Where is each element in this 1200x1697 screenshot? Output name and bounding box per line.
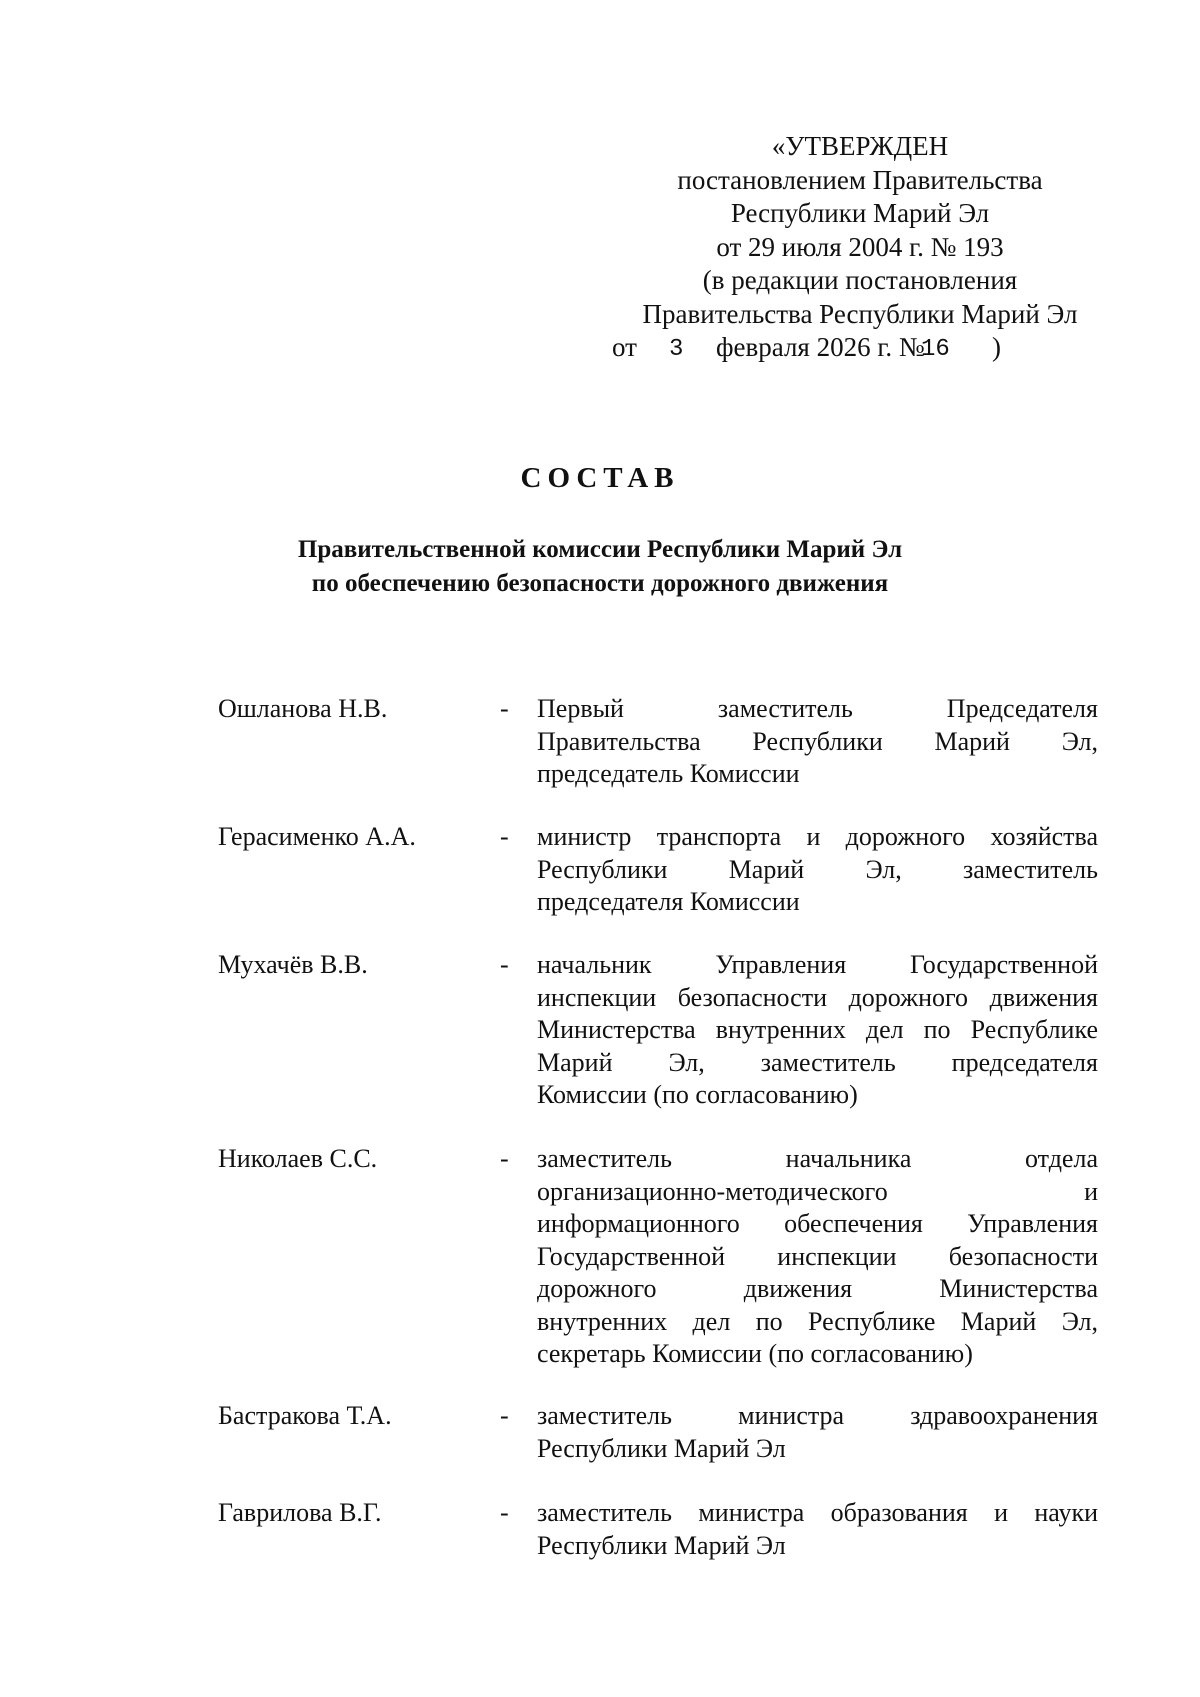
approval-line: постановлением Правительства — [677, 164, 1043, 195]
approval-line: Республики Марий Эл — [730, 198, 990, 228]
member-position — [537, 949, 1098, 1112]
position-line: заместитель министра образования и науки — [537, 1498, 1098, 1527]
position-line: Комиссии (по согласованию) — [537, 1080, 858, 1109]
approval-date-line — [612, 331, 1100, 365]
member-dash: - — [500, 1144, 509, 1173]
position-line: секретарь Комиссии (по согласованию) — [537, 1339, 973, 1368]
date-close: ) — [992, 332, 1001, 362]
member-dash: - — [500, 950, 509, 979]
member-dash: - — [500, 694, 509, 723]
position-line: Правительства Республики Марий Эл, — [537, 726, 1098, 756]
member-name: Гаврилова В.Г. — [218, 1498, 382, 1527]
subtitle-line: по обеспечению безопасности дорожного движения — [311, 570, 889, 597]
approval-heading: «УТВЕРЖДЕН — [771, 131, 949, 161]
position-line: внутренних дел по Республике Марий Эл, — [537, 1306, 1098, 1336]
approval-line: Правительства Республики Марий Эл — [642, 298, 1078, 329]
member-position — [537, 1143, 1098, 1371]
position-line: Первый заместитель Председателя — [537, 694, 1098, 723]
position-line: начальник Управления Государственной — [537, 950, 1098, 979]
member-dash: - — [500, 1401, 509, 1430]
approval-line: (в редакции постановления — [702, 265, 1018, 295]
position-line: Республики Марий Эл — [537, 1530, 786, 1560]
member-dash: - — [500, 1498, 509, 1527]
position-line: Республики Марий Эл — [537, 1433, 786, 1463]
approval-stamp — [612, 130, 1100, 365]
document-subtitle — [0, 533, 1200, 601]
member-name: Герасименко А.А. — [218, 822, 416, 851]
member-position — [537, 1497, 1098, 1562]
approval-line: от 29 июля 2004 г. № 193 — [716, 231, 1004, 262]
member-position — [537, 1400, 1098, 1465]
position-line: Министерства внутренних дел по Республике — [537, 1015, 1098, 1044]
subtitle-line: Правительственной комиссии Республики Марий Эл — [297, 536, 903, 563]
member-name: Мухачёв В.В. — [218, 950, 368, 979]
position-line: дорожного движения Министерства — [537, 1274, 1098, 1303]
position-line: Марий Эл, заместитель председателя — [537, 1047, 1098, 1077]
member-position — [537, 693, 1098, 791]
position-line: председателя Комиссии — [537, 887, 800, 916]
document-title: СОСТАВ — [520, 462, 680, 494]
position-line: министр транспорта и дорожного хозяйства — [537, 822, 1098, 851]
position-line: Республики Марий Эл, заместитель — [537, 854, 1098, 884]
member-position — [537, 821, 1098, 919]
date-prefix: от — [612, 332, 637, 362]
position-line: заместитель министра здравоохранения — [537, 1401, 1098, 1430]
date-number: 16 — [921, 336, 950, 363]
position-line: информационного обеспечения Управления — [537, 1209, 1098, 1238]
member-name: Николаев С.С. — [218, 1144, 378, 1173]
position-line: Государственной инспекции безопасности — [537, 1241, 1098, 1271]
position-line: инспекции безопасности дорожного движения — [537, 982, 1098, 1012]
position-line: заместитель начальника отдела — [537, 1144, 1098, 1173]
position-line: председатель Комиссии — [537, 759, 800, 788]
member-name: Ошланова Н.В. — [218, 694, 388, 723]
date-month-year: февраля 2026 г. № — [716, 332, 925, 362]
member-name: Бастракова Т.А. — [218, 1401, 392, 1430]
member-dash: - — [500, 822, 509, 851]
date-day: 3 — [669, 336, 684, 363]
position-line: организационно-методического и — [537, 1176, 1098, 1206]
